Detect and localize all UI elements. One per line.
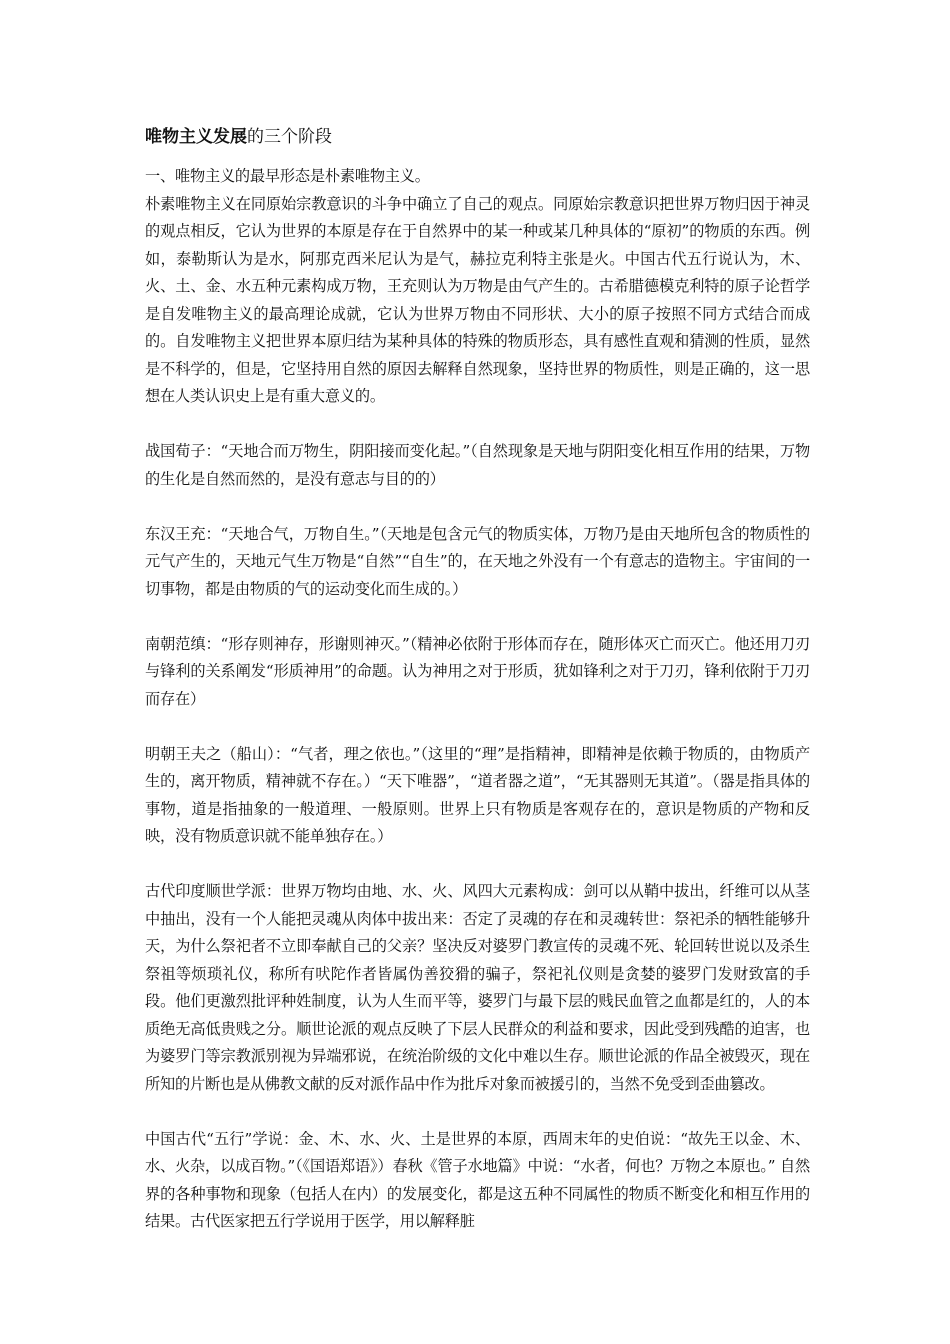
paragraph-wang-chong: 东汉王充：“天地合气，万物自生。”（天地是包含元气的物质实体，万物乃是由天地所包含的物质性的元气产生的，天地元气生万物是“自然”“自生”的，在天地之外没有一个有意志的造物主。宇宙间的一切事物，都是由物质的气的运动变化而生成的。） — [145, 524, 810, 598]
paragraph-spacer — [145, 493, 810, 521]
document-page — [145, 123, 810, 1236]
paragraph-lokayata: 古代印度顺世学派：世界万物均由地、水、火、风四大元素构成：剑可以从鞘中拔出，纤维可以从茎中抽出，没有一个人能把灵魂从肉体中拔出来：否定了灵魂的存在和灵魂转世：祭祀杀的牺牲能够升天，为什么祭祀者不立即奉献自己的父亲？坚决反对婆罗门教宣传的灵魂不死、轮回转世说以及杀生祭祖等烦琐礼仪，称所有吠陀作者皆属伪善狡猾的骗子，祭祀礼仪则是贪婪的婆罗门发财致富的手段。他们更激烈批评种姓制度，认为人生而平等，婆罗门与最下层的贱民血管之血都是红的，人的本质绝无高低贵贱之分。顺世论派的观点反映了下层人民群众的利益和要求，因此受到残酷的迫害，也为婆罗门等宗教派别视为异端邪说，在统治阶级的文化中难以生存。顺世论派的作品全被毁灭，现在所知的片断也是从佛教文献的反对派作品中作为批斥对象而被援引的，当然不免受到歪曲篡改。 — [145, 882, 810, 1093]
section-heading: 一、唯物主义的最早形态是朴素唯物主义。 — [145, 167, 430, 185]
paragraph-spacer — [145, 713, 810, 741]
paragraph-naive-materialism: 朴素唯物主义在同原始宗教意识的斗争中确立了自己的观点。同原始宗教意识把世界万物归因于神灵的观点相反，它认为世界的本原是存在于自然界中的某一种或某几种具体的“原初”的物质的东西。例如，泰勒斯认为是水，阿那克西米尼认为是气，赫拉克利特主张是火。中国古代五行说认为，木、火、土、金、水五种元素构成万物，王充则认为万物是由气产生的。古希腊德模克利特的原子论哲学是自发唯物主义的最高理论成就，它认为世界万物由不同形状、大小的原子按照不同方式结合而成的。自发唯物主义把世界本原归结为某种具体的特殊的物质形态，具有感性直观和猜测的性质，显然是不科学的，但是，它坚持用自然的原因去解释自然现象，坚持世界的物质性，则是正确的，这一思想在人类认识史上是有重大意义的。 — [145, 194, 810, 405]
title-bold-part: 唯物主义发展 — [145, 127, 247, 147]
paragraph-xunzi: 战国荀子：“天地合而万物生，阴阳接而变化起。”（自然现象是天地与阴阳变化相互作用的结果，万物的生化是自然而然的，是没有意志与目的的） — [145, 442, 810, 488]
paragraph-spacer — [145, 411, 810, 439]
paragraph-spacer — [145, 1098, 810, 1126]
paragraph-spacer — [145, 851, 810, 879]
paragraph-five-elements: 中国古代“五行”学说：金、木、水、火、土是世界的本原，西周末年的史伯说：“故先王以金、木、水、火杂，以成百物。”（《国语郑语》）春秋《管子水地篇》中说：“水者，何也？万物之本原也。” 自然界的各种事物和现象（包括人在内）的发展变化，都是这五种不同属性的物质不断变化和相互作用的结果。古代医家把五行学说用于医学，用以解释脏 — [145, 1129, 810, 1230]
paragraph-fan-zhen: 南朝范缜：“形存则神存，形谢则神灭。”（精神必依附于形体而存在，随形体灭亡而灭亡。他还用刀刃与锋利的关系阐发“形质神用”的命题。认为神用之对于形质，犹如锋利之对于刀刃，锋利依附于刀刃而存在） — [145, 634, 810, 708]
paragraph-spacer — [145, 603, 810, 631]
paragraph-wang-fuzhi: 明朝王夫之（船山）：“气者，理之依也。”（这里的“理”是指精神，即精神是依赖于物质的，由物质产生的，离开物质，精神就不存在。）“天下唯器”，“道者器之道”，“无其器则无其道”。（器是指具体的事物，道是指抽象的一般道理、一般原则。世界上只有物质是客观存在的，意识是物质的产物和反映，没有物质意识就不能单独存在。） — [145, 744, 810, 845]
title-rest-part: 的三个阶段 — [247, 127, 332, 147]
document-title — [145, 123, 810, 151]
